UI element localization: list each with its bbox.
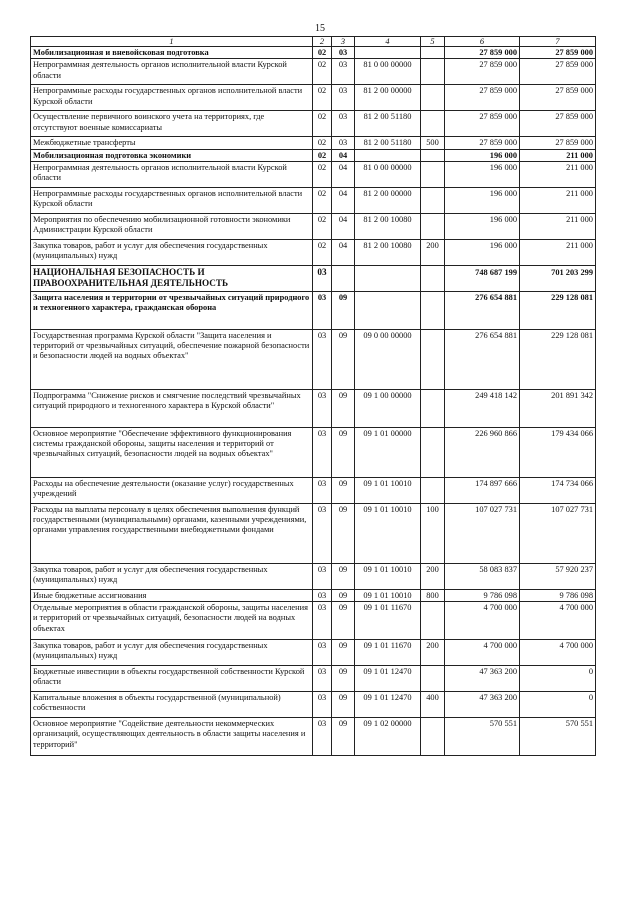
- section-code-cell: 03: [313, 503, 332, 563]
- expense-type-cell: [421, 59, 445, 85]
- expense-type-cell: 100: [421, 503, 445, 563]
- table-row: [31, 85, 596, 111]
- subsection-code-cell: 04: [332, 149, 355, 161]
- section-code-cell: 03: [313, 718, 332, 756]
- target-article-cell: 09 1 02 00000: [355, 718, 421, 756]
- table-row: [31, 213, 596, 239]
- expense-type-cell: [421, 213, 445, 239]
- section-code-cell: 03: [313, 477, 332, 503]
- table-row: [31, 718, 596, 756]
- row-name-cell: Расходы на обеспечение деятельности (оказание услуг) государственных учреждений: [31, 477, 313, 503]
- target-article-cell: 09 0 00 00000: [355, 329, 421, 389]
- expense-type-cell: [421, 718, 445, 756]
- amount-year1-cell: 107 027 731: [445, 503, 520, 563]
- subsection-code-cell: 09: [332, 389, 355, 427]
- row-name-cell: Непрограммные расходы государственных органов исполнительной власти Курской области: [31, 85, 313, 111]
- table-row: [31, 137, 596, 149]
- section-code-cell: 02: [313, 161, 332, 187]
- table-row: [31, 111, 596, 137]
- table-row: [31, 666, 596, 692]
- amount-year1-cell: 9 786 098: [445, 589, 520, 601]
- subsection-code-cell: 09: [332, 589, 355, 601]
- expense-type-cell: 400: [421, 692, 445, 718]
- table-row: [31, 265, 596, 291]
- section-code-cell: 02: [313, 239, 332, 265]
- expense-type-cell: [421, 389, 445, 427]
- section-code-cell: 03: [313, 291, 332, 329]
- row-name-cell: Основное мероприятие "Содействие деятельности некоммерческих организаций, осуществляющих деятельность в области защиты населения и территорий": [31, 718, 313, 756]
- section-code-cell: 02: [313, 213, 332, 239]
- section-code-cell: 02: [313, 149, 332, 161]
- expense-type-cell: [421, 602, 445, 640]
- section-code-cell: 03: [313, 265, 332, 291]
- table-row: [31, 291, 596, 329]
- amount-year2-cell: 211 000: [520, 239, 596, 265]
- amount-year2-cell: 27 859 000: [520, 137, 596, 149]
- amount-year1-cell: 196 000: [445, 187, 520, 213]
- target-article-cell: 09 1 01 12470: [355, 666, 421, 692]
- expense-type-cell: [421, 265, 445, 291]
- row-name-cell: Мобилизационная подготовка экономики: [31, 149, 313, 161]
- target-article-cell: 09 1 01 11670: [355, 640, 421, 666]
- section-code-cell: 02: [313, 137, 332, 149]
- target-article-cell: 09 1 00 00000: [355, 389, 421, 427]
- subsection-code-cell: 04: [332, 213, 355, 239]
- subsection-code-cell: 09: [332, 666, 355, 692]
- row-name-cell: Непрограммные расходы государственных органов исполнительной власти Курской области: [31, 187, 313, 213]
- amount-year1-cell: 226 960 866: [445, 427, 520, 477]
- expense-type-cell: [421, 666, 445, 692]
- row-name-cell: Капитальные вложения в объекты государственной (муниципальной) собственности: [31, 692, 313, 718]
- amount-year2-cell: 27 859 000: [520, 85, 596, 111]
- expense-type-cell: [421, 427, 445, 477]
- amount-year2-cell: 570 551: [520, 718, 596, 756]
- amount-year2-cell: 211 000: [520, 149, 596, 161]
- amount-year1-cell: 4 700 000: [445, 640, 520, 666]
- target-article-cell: 09 1 01 12470: [355, 692, 421, 718]
- section-code-cell: 02: [313, 59, 332, 85]
- row-name-cell: Осуществление первичного воинского учета на территориях, где отсутствуют военные комиссариаты: [31, 111, 313, 137]
- section-code-cell: 02: [313, 85, 332, 111]
- expense-type-cell: 200: [421, 239, 445, 265]
- budget-table: [30, 36, 596, 756]
- section-code-cell: 03: [313, 329, 332, 389]
- amount-year1-cell: 276 654 881: [445, 291, 520, 329]
- amount-year2-cell: 107 027 731: [520, 503, 596, 563]
- column-number: 4: [355, 37, 421, 47]
- amount-year2-cell: 211 000: [520, 187, 596, 213]
- expense-type-cell: [421, 291, 445, 329]
- target-article-cell: 09 1 01 11670: [355, 602, 421, 640]
- target-article-cell: 81 2 00 51180: [355, 137, 421, 149]
- target-article-cell: 81 2 00 00000: [355, 187, 421, 213]
- amount-year1-cell: 196 000: [445, 149, 520, 161]
- expense-type-cell: [421, 85, 445, 111]
- target-article-cell: 81 2 00 51180: [355, 111, 421, 137]
- subsection-code-cell: 03: [332, 137, 355, 149]
- target-article-cell: 09 1 01 00000: [355, 427, 421, 477]
- subsection-code-cell: 09: [332, 427, 355, 477]
- table-row: [31, 389, 596, 427]
- amount-year1-cell: 27 859 000: [445, 85, 520, 111]
- row-name-cell: Иные бюджетные ассигнования: [31, 589, 313, 601]
- table-row: [31, 161, 596, 187]
- amount-year1-cell: 47 363 200: [445, 692, 520, 718]
- subsection-code-cell: 09: [332, 602, 355, 640]
- table-row: [31, 692, 596, 718]
- amount-year2-cell: 174 734 066: [520, 477, 596, 503]
- target-article-cell: 09 1 01 10010: [355, 477, 421, 503]
- table-row: [31, 59, 596, 85]
- amount-year2-cell: 57 920 237: [520, 563, 596, 589]
- expense-type-cell: [421, 111, 445, 137]
- expense-type-cell: 800: [421, 589, 445, 601]
- row-name-cell: Государственная программа Курской области "Защита населения и территорий от чрезвычайных ситуаций, обеспечение пожарной безопасности и безопасности людей на водных объектах": [31, 329, 313, 389]
- row-name-cell: Отдельные мероприятия в области гражданской обороны, защиты населения и территорий от чрезвычайных ситуаций, безопасности людей на водных объектах: [31, 602, 313, 640]
- table-row: [31, 47, 596, 59]
- section-code-cell: 03: [313, 692, 332, 718]
- amount-year1-cell: 27 859 000: [445, 59, 520, 85]
- row-name-cell: Бюджетные инвестиции в объекты государственной собственности Курской области: [31, 666, 313, 692]
- target-article-cell: 09 1 01 10010: [355, 589, 421, 601]
- section-code-cell: 02: [313, 111, 332, 137]
- expense-type-cell: [421, 187, 445, 213]
- target-article-cell: 81 2 00 10080: [355, 213, 421, 239]
- expense-type-cell: 500: [421, 137, 445, 149]
- column-number: 3: [332, 37, 355, 47]
- expense-type-cell: [421, 477, 445, 503]
- expense-type-cell: 200: [421, 640, 445, 666]
- amount-year1-cell: 27 859 000: [445, 111, 520, 137]
- subsection-code-cell: 09: [332, 640, 355, 666]
- expense-type-cell: [421, 161, 445, 187]
- expense-type-cell: [421, 149, 445, 161]
- subsection-code-cell: 09: [332, 563, 355, 589]
- expense-type-cell: [421, 329, 445, 389]
- amount-year2-cell: 4 700 000: [520, 602, 596, 640]
- row-name-cell: Основное мероприятие "Обеспечение эффективного функционирования системы гражданской обороны, защиты населения и территорий от чрезвычайных ситуаций, безопасности людей на водных объектах": [31, 427, 313, 477]
- target-article-cell: 81 2 00 00000: [355, 85, 421, 111]
- subsection-code-cell: 09: [332, 329, 355, 389]
- target-article-cell: 81 0 00 00000: [355, 161, 421, 187]
- amount-year2-cell: 211 000: [520, 213, 596, 239]
- subsection-code-cell: 09: [332, 692, 355, 718]
- column-number: 6: [445, 37, 520, 47]
- subsection-code-cell: 09: [332, 503, 355, 563]
- target-article-cell: 81 2 00 10080: [355, 239, 421, 265]
- row-name-cell: Расходы на выплаты персоналу в целях обеспечения выполнения функций государственными (муниципальными) органами, казенными учреждениями, органами управления государственными внебюджетными фондами: [31, 503, 313, 563]
- row-name-cell: Мобилизационная и вневойсковая подготовка: [31, 47, 313, 59]
- table-row: [31, 239, 596, 265]
- table-body: [31, 47, 596, 756]
- amount-year2-cell: 179 434 066: [520, 427, 596, 477]
- expense-type-cell: [421, 47, 445, 59]
- amount-year2-cell: 201 891 342: [520, 389, 596, 427]
- subsection-code-cell: 03: [332, 47, 355, 59]
- subsection-code-cell: [332, 265, 355, 291]
- target-article-cell: [355, 265, 421, 291]
- amount-year1-cell: 748 687 199: [445, 265, 520, 291]
- amount-year2-cell: 229 128 081: [520, 291, 596, 329]
- table-row: [31, 477, 596, 503]
- subsection-code-cell: 04: [332, 187, 355, 213]
- column-number-row: [31, 37, 596, 47]
- amount-year1-cell: 58 083 837: [445, 563, 520, 589]
- table-row: [31, 503, 596, 563]
- row-name-cell: Закупка товаров, работ и услуг для обеспечения государственных (муниципальных) нужд: [31, 640, 313, 666]
- table-row: [31, 187, 596, 213]
- target-article-cell: [355, 291, 421, 329]
- amount-year1-cell: 570 551: [445, 718, 520, 756]
- amount-year1-cell: 196 000: [445, 161, 520, 187]
- amount-year2-cell: 229 128 081: [520, 329, 596, 389]
- section-code-cell: 02: [313, 187, 332, 213]
- amount-year2-cell: 701 203 299: [520, 265, 596, 291]
- row-name-cell: Подпрограмма "Снижение рисков и смягчение последствий чрезвычайных ситуаций природного и техногенного характера в Курской области": [31, 389, 313, 427]
- amount-year1-cell: 47 363 200: [445, 666, 520, 692]
- amount-year1-cell: 249 418 142: [445, 389, 520, 427]
- row-name-cell: Мероприятия по обеспечению мобилизационной готовности экономики Администрации Курской области: [31, 213, 313, 239]
- amount-year1-cell: 27 859 000: [445, 47, 520, 59]
- subsection-code-cell: 09: [332, 477, 355, 503]
- row-name-cell: Закупка товаров, работ и услуг для обеспечения государственных (муниципальных) нужд: [31, 563, 313, 589]
- table-row: [31, 640, 596, 666]
- target-article-cell: 09 1 01 10010: [355, 563, 421, 589]
- table-row: [31, 563, 596, 589]
- page-number: 15: [315, 23, 325, 34]
- column-number: 5: [421, 37, 445, 47]
- column-number: 1: [31, 37, 313, 47]
- subsection-code-cell: 03: [332, 85, 355, 111]
- amount-year2-cell: 9 786 098: [520, 589, 596, 601]
- amount-year1-cell: 4 700 000: [445, 602, 520, 640]
- row-name-cell: Межбюджетные трансферты: [31, 137, 313, 149]
- row-name-cell: Непрограммная деятельность органов исполнительной власти Курской области: [31, 59, 313, 85]
- section-code-cell: 02: [313, 47, 332, 59]
- target-article-cell: [355, 47, 421, 59]
- table-row: [31, 149, 596, 161]
- row-name-cell: Защита населения и территории от чрезвычайных ситуаций природного и техногенного характера, гражданская оборона: [31, 291, 313, 329]
- target-article-cell: 81 0 00 00000: [355, 59, 421, 85]
- section-code-cell: 03: [313, 640, 332, 666]
- amount-year1-cell: 196 000: [445, 239, 520, 265]
- amount-year1-cell: 27 859 000: [445, 137, 520, 149]
- amount-year2-cell: 211 000: [520, 161, 596, 187]
- column-number: 7: [520, 37, 596, 47]
- table-row: [31, 329, 596, 389]
- amount-year2-cell: 27 859 000: [520, 47, 596, 59]
- section-code-cell: 03: [313, 427, 332, 477]
- target-article-cell: [355, 149, 421, 161]
- amount-year1-cell: 276 654 881: [445, 329, 520, 389]
- amount-year2-cell: 4 700 000: [520, 640, 596, 666]
- target-article-cell: 09 1 01 10010: [355, 503, 421, 563]
- subsection-code-cell: 09: [332, 718, 355, 756]
- amount-year1-cell: 196 000: [445, 213, 520, 239]
- subsection-code-cell: 04: [332, 161, 355, 187]
- column-number: 2: [313, 37, 332, 47]
- subsection-code-cell: 03: [332, 59, 355, 85]
- section-code-cell: 03: [313, 602, 332, 640]
- expense-type-cell: 200: [421, 563, 445, 589]
- amount-year2-cell: 0: [520, 666, 596, 692]
- section-code-cell: 03: [313, 563, 332, 589]
- amount-year1-cell: 174 897 666: [445, 477, 520, 503]
- section-code-cell: 03: [313, 589, 332, 601]
- amount-year2-cell: 27 859 000: [520, 59, 596, 85]
- section-code-cell: 03: [313, 389, 332, 427]
- row-name-cell: НАЦИОНАЛЬНАЯ БЕЗОПАСНОСТЬ И ПРАВООХРАНИТЕЛЬНАЯ ДЕЯТЕЛЬНОСТЬ: [31, 265, 313, 291]
- table-row: [31, 427, 596, 477]
- subsection-code-cell: 04: [332, 239, 355, 265]
- amount-year2-cell: 0: [520, 692, 596, 718]
- row-name-cell: Закупка товаров, работ и услуг для обеспечения государственных (муниципальных) нужд: [31, 239, 313, 265]
- subsection-code-cell: 09: [332, 291, 355, 329]
- table-row: [31, 602, 596, 640]
- row-name-cell: Непрограммная деятельность органов исполнительной власти Курской области: [31, 161, 313, 187]
- section-code-cell: 03: [313, 666, 332, 692]
- amount-year2-cell: 27 859 000: [520, 111, 596, 137]
- subsection-code-cell: 03: [332, 111, 355, 137]
- table-row: [31, 589, 596, 601]
